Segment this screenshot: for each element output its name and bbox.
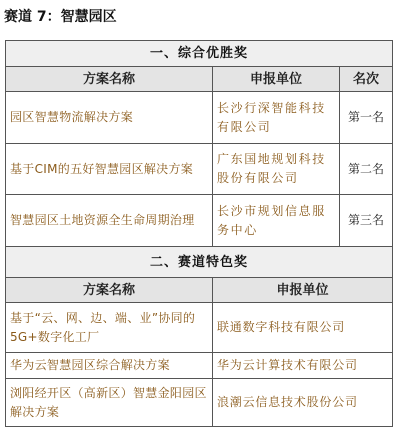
rank: 第三名 [340,195,393,247]
column-header-rank: 名次 [340,67,393,92]
table-row [6,195,393,247]
applicant-unit: 华为云计算技术有限公司 [213,353,393,379]
column-header-unit: 申报单位 [213,67,340,92]
applicant-unit: 长沙市规划信息服务中心 [213,195,340,247]
awards-table [5,40,393,427]
scheme-name: 园区智慧物流解决方案 [6,92,213,144]
page-title: 赛道 7：智慧园区 [4,9,117,25]
section-header-track-feature [6,247,393,278]
scheme-name: 智慧园区土地资源全生命周期治理 [6,195,213,247]
applicant-unit: 长沙行深智能科技有限公司 [213,92,340,144]
applicant-unit: 浪潮云信息技术股份公司 [213,379,393,427]
table-row [6,353,393,379]
scheme-name: 基于CIM的五好智慧园区解决方案 [6,144,213,195]
column-header-unit: 申报单位 [213,278,393,303]
applicant-unit: 联通数字科技有限公司 [213,303,393,353]
rank: 第一名 [340,92,393,144]
table-header-row [6,278,393,303]
scheme-name: 浏阳经开区（高新区）智慧金阳园区解决方案 [6,379,213,427]
column-header-name: 方案名称 [6,67,213,92]
table-row [6,303,393,353]
table-row [6,144,393,195]
table-row [6,379,393,427]
table-header-row [6,67,393,92]
column-header-name: 方案名称 [6,278,213,303]
section-title: 二、赛道特色奖 [6,247,393,278]
table-row [6,92,393,144]
scheme-name: 华为云智慧园区综合解决方案 [6,353,213,379]
scheme-name: 基于“云、网、边、端、业”协同的 5G+数字化工厂 [6,303,213,353]
section-header-comprehensive [6,41,393,67]
rank: 第二名 [340,144,393,195]
section-title: 一、综合优胜奖 [6,41,393,67]
applicant-unit: 广东国地规划科技股份有限公司 [213,144,340,195]
